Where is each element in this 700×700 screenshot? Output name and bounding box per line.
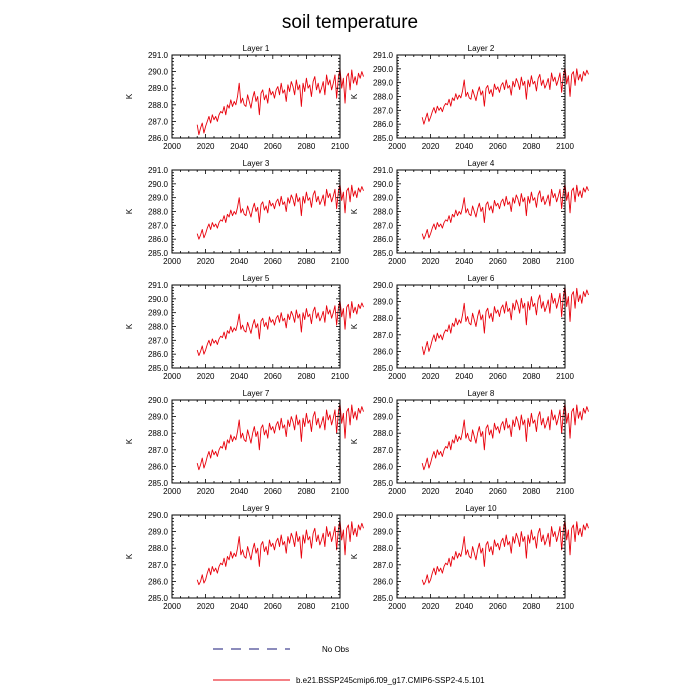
x-tick-label: 2060 [488, 487, 507, 496]
y-tick-label: 290.0 [372, 179, 393, 189]
panel-layer-5 [125, 274, 364, 381]
plot-frame [397, 515, 565, 598]
x-tick-label: 2080 [522, 142, 541, 151]
y-tick-label: 285.0 [147, 249, 168, 258]
plot-frame [172, 515, 340, 598]
y-tick-label: 290.0 [372, 281, 393, 290]
y-tick-label: 286.0 [147, 235, 168, 245]
y-tick-label: 285.0 [372, 594, 393, 603]
y-tick-label: 291.0 [372, 166, 393, 175]
y-tick-label: 290.0 [372, 396, 393, 405]
x-tick-label: 2000 [163, 372, 181, 381]
y-tick-label: 289.0 [147, 412, 168, 422]
y-tick-label: 286.0 [147, 577, 168, 587]
x-tick-label: 2060 [263, 487, 282, 496]
x-tick-label: 2060 [488, 257, 507, 266]
panel-layer-1 [125, 44, 364, 151]
y-tick-label: 288.0 [372, 92, 393, 102]
y-tick-label: 285.0 [147, 594, 168, 603]
x-tick-label: 2100 [331, 257, 349, 266]
y-tick-label: 288.0 [147, 100, 168, 110]
panel-layer-6 [350, 274, 589, 381]
x-tick-label: 2020 [196, 142, 215, 151]
y-tick-label: 287.0 [372, 330, 393, 340]
y-tick-label: 285.0 [372, 364, 393, 373]
x-tick-label: 2060 [263, 257, 282, 266]
panel-layer-9 [125, 504, 364, 611]
y-axis-label: K [350, 553, 359, 560]
y-tick-label: 285.0 [372, 249, 393, 258]
y-tick-label: 290.0 [147, 179, 168, 189]
x-tick-label: 2080 [522, 602, 541, 611]
x-tick-label: 2000 [163, 602, 181, 611]
x-tick-label: 2000 [388, 487, 406, 496]
y-tick-label: 286.0 [372, 120, 393, 130]
y-axis-label: K [350, 208, 359, 215]
y-axis-label: K [350, 93, 359, 100]
y-tick-label: 291.0 [372, 51, 393, 60]
x-tick-label: 2020 [421, 372, 440, 381]
y-tick-label: 286.0 [372, 577, 393, 587]
y-tick-label: 290.0 [147, 511, 168, 520]
x-tick-label: 2100 [556, 487, 574, 496]
panel-title: Layer 8 [467, 389, 495, 398]
y-tick-label: 290.0 [372, 511, 393, 520]
y-tick-label: 287.0 [147, 445, 168, 455]
panel-title: Layer 4 [467, 159, 495, 168]
panel-layer-2 [350, 44, 589, 151]
x-tick-label: 2000 [163, 487, 181, 496]
y-tick-label: 285.0 [372, 479, 393, 488]
x-tick-label: 2000 [163, 142, 181, 151]
x-tick-label: 2040 [230, 142, 249, 151]
y-tick-label: 291.0 [147, 281, 168, 290]
x-tick-label: 2020 [196, 257, 215, 266]
panel-title: Layer 9 [242, 504, 270, 513]
x-tick-label: 2080 [522, 257, 541, 266]
y-tick-label: 289.0 [372, 297, 393, 307]
y-tick-label: 288.0 [372, 429, 393, 439]
x-tick-label: 2100 [556, 142, 574, 151]
y-tick-label: 285.0 [147, 479, 168, 488]
x-tick-label: 2100 [556, 602, 574, 611]
plot-frame [397, 55, 565, 138]
x-tick-label: 2100 [331, 142, 349, 151]
x-tick-label: 2060 [488, 602, 507, 611]
x-tick-label: 2080 [297, 257, 316, 266]
x-tick-label: 2040 [455, 487, 474, 496]
x-tick-label: 2040 [455, 372, 474, 381]
x-tick-label: 2040 [455, 142, 474, 151]
y-tick-label: 286.0 [147, 134, 168, 143]
panel-title: Layer 7 [242, 389, 270, 398]
x-tick-label: 2000 [388, 142, 406, 151]
y-tick-label: 287.0 [147, 221, 168, 231]
y-tick-label: 289.0 [372, 193, 393, 203]
x-tick-label: 2060 [263, 602, 282, 611]
legend [213, 645, 485, 685]
y-tick-label: 288.0 [147, 429, 168, 439]
panel-layer-10 [350, 504, 589, 611]
y-tick-label: 289.0 [372, 412, 393, 422]
x-tick-label: 2100 [331, 372, 349, 381]
panel-layer-7 [125, 389, 364, 496]
x-tick-label: 2020 [421, 602, 440, 611]
x-tick-label: 2060 [263, 372, 282, 381]
x-tick-label: 2100 [556, 372, 574, 381]
y-axis-label: K [350, 323, 359, 330]
y-tick-label: 290.0 [372, 64, 393, 74]
y-tick-label: 286.0 [147, 350, 168, 360]
y-tick-label: 288.0 [372, 544, 393, 554]
y-tick-label: 285.0 [147, 364, 168, 373]
x-tick-label: 2080 [297, 602, 316, 611]
x-tick-label: 2020 [421, 487, 440, 496]
y-tick-label: 286.0 [372, 347, 393, 357]
x-tick-label: 2020 [421, 257, 440, 266]
y-tick-label: 287.0 [147, 336, 168, 346]
panel-title: Layer 1 [242, 44, 270, 53]
panel-layer-3 [125, 159, 364, 266]
x-tick-label: 2060 [488, 372, 507, 381]
y-tick-label: 286.0 [372, 462, 393, 472]
y-tick-label: 290.0 [147, 294, 168, 304]
x-tick-label: 2000 [163, 257, 181, 266]
x-tick-label: 2020 [196, 372, 215, 381]
y-tick-label: 289.0 [147, 308, 168, 318]
y-tick-label: 286.0 [147, 462, 168, 472]
x-tick-label: 2100 [556, 257, 574, 266]
y-tick-label: 290.0 [147, 67, 168, 77]
y-tick-label: 287.0 [372, 445, 393, 455]
y-axis-label: K [125, 93, 134, 100]
y-tick-label: 287.0 [147, 117, 168, 127]
x-tick-label: 2080 [297, 372, 316, 381]
x-tick-label: 2040 [230, 487, 249, 496]
series-line [197, 300, 363, 355]
legend-no-obs-label: No Obs [322, 645, 350, 654]
y-tick-label: 290.0 [147, 396, 168, 405]
x-tick-label: 2020 [196, 602, 215, 611]
panel-grid [125, 44, 589, 611]
panel-title: Layer 2 [467, 44, 495, 53]
panel-layer-8 [350, 389, 589, 496]
y-tick-label: 291.0 [147, 51, 168, 60]
y-axis-label: K [125, 323, 134, 330]
x-tick-label: 2100 [331, 487, 349, 496]
x-tick-label: 2020 [421, 142, 440, 151]
y-tick-label: 289.0 [147, 193, 168, 203]
panel-title: Layer 3 [242, 159, 270, 168]
figure-title: soil temperature [281, 12, 419, 33]
panel-title: Layer 10 [465, 504, 497, 513]
y-tick-label: 289.0 [372, 78, 393, 88]
x-tick-label: 2000 [388, 257, 406, 266]
y-tick-label: 287.0 [147, 560, 168, 570]
x-tick-label: 2000 [388, 372, 406, 381]
x-tick-label: 2060 [488, 142, 507, 151]
x-tick-label: 2080 [522, 487, 541, 496]
y-tick-label: 288.0 [147, 544, 168, 554]
x-tick-label: 2040 [230, 372, 249, 381]
legend-model-run-label: b.e21.BSSP245cmip6.f09_g17.CMIP6-SSP2-4.5.101 [296, 676, 485, 685]
x-tick-label: 2040 [455, 257, 474, 266]
y-tick-label: 286.0 [372, 235, 393, 245]
x-tick-label: 2080 [297, 142, 316, 151]
y-tick-label: 288.0 [372, 207, 393, 217]
x-tick-label: 2080 [297, 487, 316, 496]
y-tick-label: 288.0 [372, 314, 393, 324]
x-tick-label: 2040 [230, 257, 249, 266]
y-tick-label: 288.0 [147, 207, 168, 217]
y-tick-label: 287.0 [372, 560, 393, 570]
y-tick-label: 289.0 [147, 527, 168, 537]
y-tick-label: 285.0 [372, 134, 393, 143]
x-tick-label: 2040 [230, 602, 249, 611]
x-tick-label: 2040 [455, 602, 474, 611]
x-tick-label: 2060 [263, 142, 282, 151]
y-tick-label: 287.0 [372, 221, 393, 231]
y-axis-label: K [125, 208, 134, 215]
x-tick-label: 2100 [331, 602, 349, 611]
panel-title: Layer 5 [242, 274, 270, 283]
y-axis-label: K [125, 438, 134, 445]
x-tick-label: 2020 [196, 487, 215, 496]
y-axis-label: K [125, 553, 134, 560]
y-tick-label: 289.0 [147, 84, 168, 94]
panel-layer-4 [350, 159, 589, 266]
y-tick-label: 291.0 [147, 166, 168, 175]
x-tick-label: 2080 [522, 372, 541, 381]
y-axis-label: K [350, 438, 359, 445]
y-tick-label: 287.0 [372, 106, 393, 116]
panel-title: Layer 6 [467, 274, 495, 283]
x-tick-label: 2000 [388, 602, 406, 611]
y-tick-label: 288.0 [147, 322, 168, 332]
y-tick-label: 289.0 [372, 527, 393, 537]
